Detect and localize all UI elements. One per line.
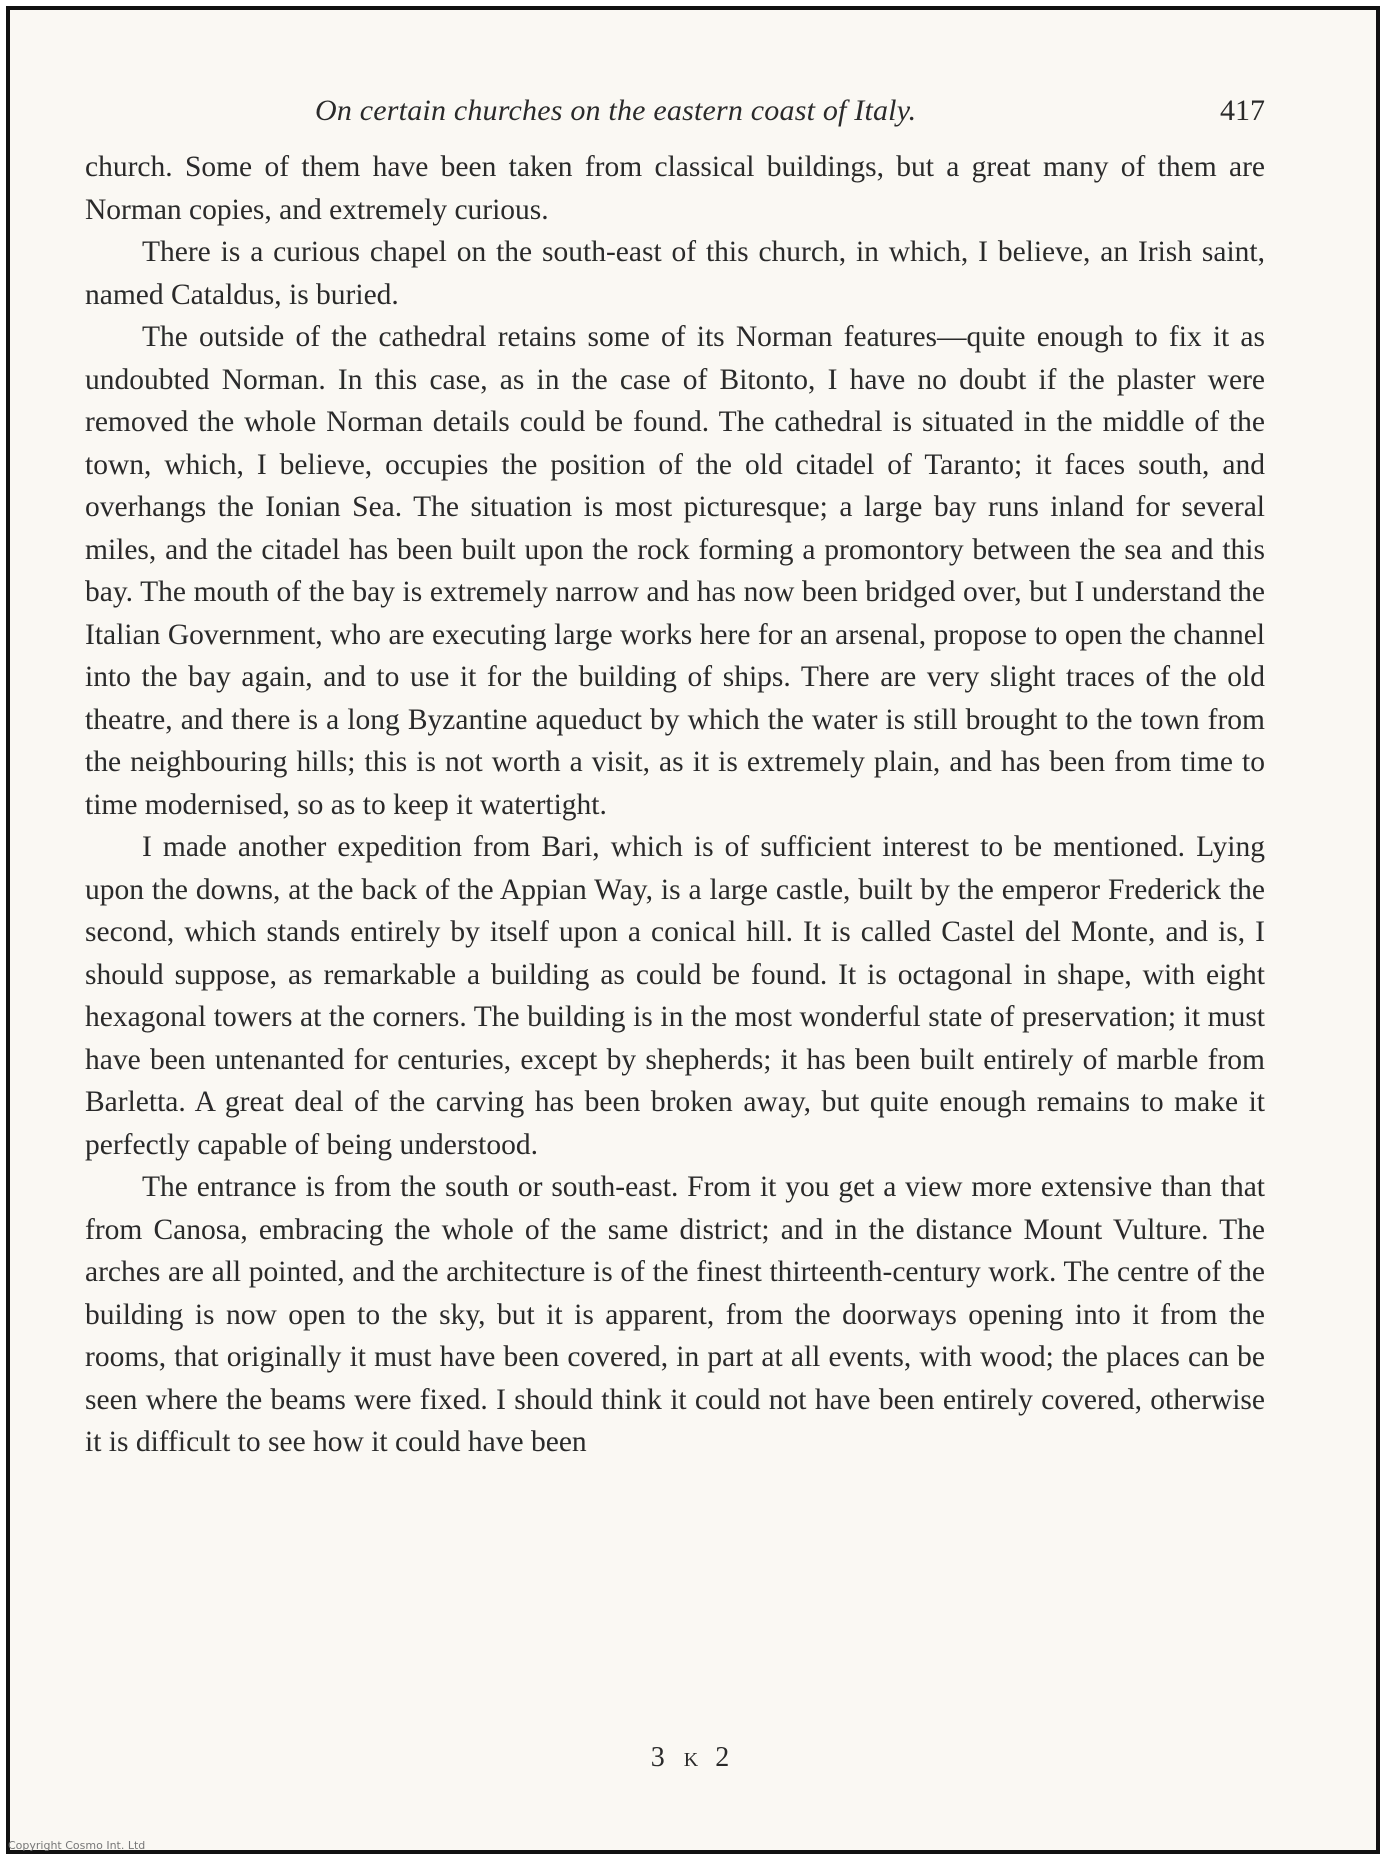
document-page [85, 94, 1265, 1464]
page-frame [6, 6, 1380, 1854]
paragraph-5: The entrance is from the south or south-east. From it you get a view more extensive than that from Canosa, embracing the whole of the same district; and in the distance Mount Vulture. The arches are all pointed, and the architecture is of the finest thirteenth-century work. The centre of the building is now open to the sky, but it is apparent, from the doorways opening into it from the rooms, that originally it must have been covered, in part at all events, with wood; the places can be seen where the beams were fixed. I should think it could not have been entirely covered, otherwise it is difficult to see how it could have been [85, 1171, 1265, 1458]
paragraph-1: church. Some of them have been taken from classical buildings, but a great many of them are Norman copies, and extremely curious. [85, 151, 1265, 226]
signature-right: 2 [715, 1742, 736, 1773]
running-title: On certain churches on the eastern coast of Italy. [315, 94, 917, 127]
paragraph-2: There is a curious chapel on the south-east of this church, in which, I believe, an Irish saint, named Cataldus, is buried. [85, 236, 1265, 311]
signature-middle: K [683, 1749, 703, 1771]
paragraph-4: I made another expedition from Bari, which is of sufficient interest to be mentioned. Lying upon the downs, at the back of the Appian Way, is a large castle, built by the emperor Frederick the second, which stands entirely by itself upon a conical hill. It is called Castel del Monte, and is, I should suppose, as remarkable a building as could be found. It is octagonal in shape, with eight hexagonal towers at the corners. The building is in the most wonderful state of preservation; it must have been untenanted for centuries, except by shepherds; it has been built entirely of marble from Barletta. A great deal of the carving has been broken away, but quite enough remains to make it perfectly capable of being understood. [85, 831, 1265, 1161]
running-head [85, 94, 1265, 138]
paragraph-3: The outside of the cathedral retains some of its Norman features—quite enough to fix it as undoubted Norman. In this case, as in the case of Bitonto, I have no doubt if the plaster were removed the whole Norman details could be found. The cathedral is situated in the middle of the town, which, I believe, occupies the position of the old citadel of Taranto; it faces south, and overhangs the Ionian Sea. The situation is most picturesque; a large bay runs inland for several miles, and the citadel has been built upon the rock forming a promontory between the sea and this bay. The mouth of the bay is extremely narrow and has now been bridged over, but I understand the Italian Government, who are executing large works here for an arsenal, propose to open the channel into the bay again, and to use it for the building of ships. There are very slight traces of the old theatre, and there is a long Byzantine aqueduct by which the water is still brought to the town from the neighbouring hills; this is not worth a visit, as it is extremely plain, and has been from time to time modernised, so as to keep it watertight. [85, 321, 1265, 821]
signature-mark [10, 1742, 1376, 1774]
signature-left: 3 [650, 1742, 671, 1773]
copyright-notice: Copyright Cosmo Int. Ltd [8, 1839, 146, 1852]
page-number: 417 [1220, 94, 1265, 127]
body-text [85, 146, 1265, 1464]
